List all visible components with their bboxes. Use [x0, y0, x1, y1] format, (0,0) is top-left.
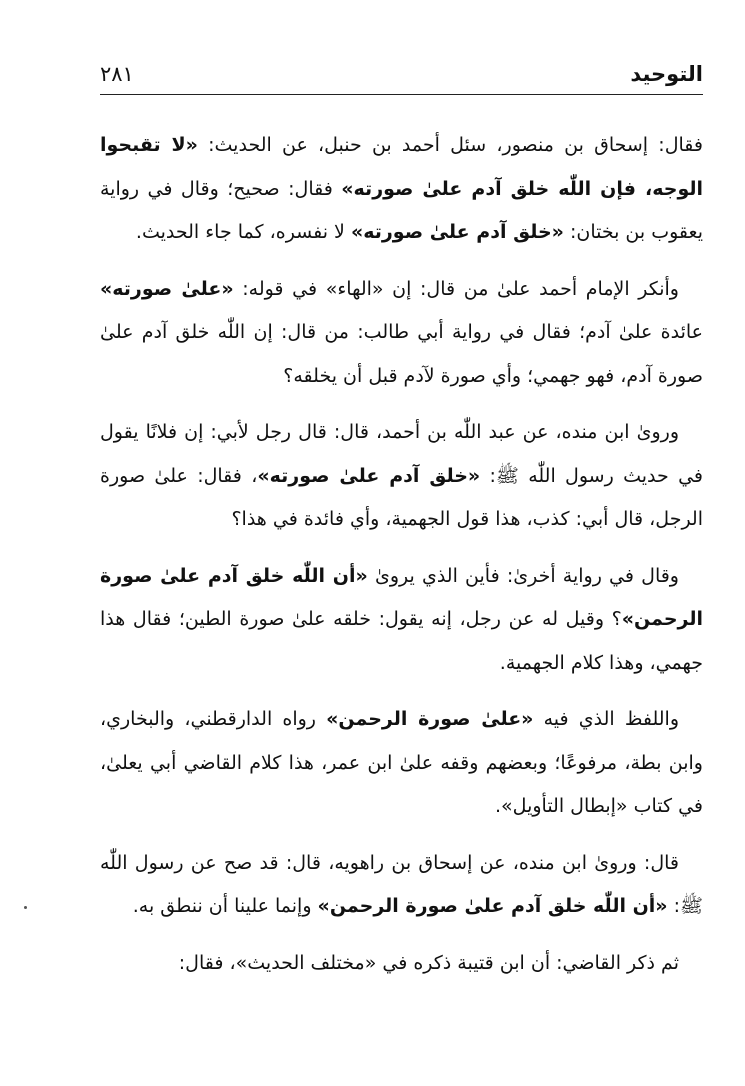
paragraph-text: واللفظ الذي فيه [533, 708, 679, 730]
paragraph-text: وروىٰ ابن منده، عن عبد اللّٰه بن أحمد، قال: قال رجل لأبي: إن فلانًا يقول في حديث رسول اللّٰه ﷺ: [100, 421, 704, 487]
quoted-hadith-text: «أن اللّٰه خلق آدم علىٰ صورة الرحمن» [100, 564, 703, 630]
paragraph-text: وقال في رواية أخرىٰ: فأين الذي يروىٰ [367, 564, 679, 587]
paragraph-text: ؟ وقيل له عن رجل، إنه يقول: خلقه علىٰ صورة الطين؛ فقال هذا جهمي، وهذا كلام الجهمية. [100, 608, 703, 674]
running-header [100, 58, 703, 94]
paragraph-text: رواه الدارقطني، والبخاري، وابن بطة، مرفوعًا؛ وبعضهم وقفه علىٰ ابن عمر، هذا كلام القاضي أبي يعلىٰ، في كتاب «إبطال التأويل». [100, 708, 703, 817]
chapter-title: التوحيد [630, 62, 703, 86]
header-divider [100, 94, 703, 95]
paragraph-text: عائدة علىٰ آدم؛ فقال في رواية أبي طالب: من قال: إن اللّٰه خلق آدم علىٰ صورة آدم، فهو جهمي؛ وأي صورة لآدم قبل أن يخلقه؟ [100, 321, 703, 387]
quoted-hadith-text: «لا تقبحوا الوجه، فإن اللّٰه خلق آدم علىٰ صورته» [100, 134, 703, 200]
quoted-hadith-text: «أن اللّٰه خلق آدم علىٰ صورة الرحمن» [317, 895, 668, 917]
paragraph [100, 942, 703, 986]
paragraph-text: ، فقال: علىٰ صورة الرجل، قال أبي: كذب، هذا قول الجهمية، وأي فائدة في هذا؟ [100, 464, 703, 530]
paragraph [100, 698, 703, 829]
paragraph-text: ثم ذكر القاضي: أن ابن قتيبة ذكره في «مختلف الحديث»، فقال: [178, 951, 679, 974]
paragraph-text: لا نفسره، كما جاء الحديث. [135, 221, 351, 243]
paragraph [100, 411, 703, 542]
paragraph-text: قال: وروىٰ ابن منده، عن إسحاق بن راهويه، قال: قد صح عن رسول اللّٰه ﷺ: [100, 851, 703, 917]
paragraph-text: وإنما علينا أن ننطق به. [132, 895, 318, 917]
paragraph [100, 268, 703, 399]
paragraph-text: وأنكر الإمام أحمد علىٰ من قال: إن «الهاء» في قوله: [233, 277, 679, 300]
paragraph-text: فقال: إسحاق بن منصور، سئل أحمد بن حنبل، عن الحديث: [197, 134, 703, 156]
quoted-hadith-text: «علىٰ صورة الرحمن» [326, 708, 534, 730]
paragraph [100, 124, 703, 255]
margin-speck [24, 906, 27, 909]
page-number: ٢٨١ [100, 62, 134, 86]
paragraph [100, 842, 703, 929]
quoted-hadith-text: «خلق آدم علىٰ صورته» [257, 464, 481, 487]
paragraph [100, 555, 703, 686]
body-text [100, 124, 703, 998]
quoted-hadith-text: «علىٰ صورته» [100, 277, 234, 300]
paragraph-text: فقال: صحيح؛ وقال في رواية يعقوب بن بختان: [100, 177, 703, 243]
quoted-hadith-text: «خلق آدم علىٰ صورته» [350, 221, 564, 243]
